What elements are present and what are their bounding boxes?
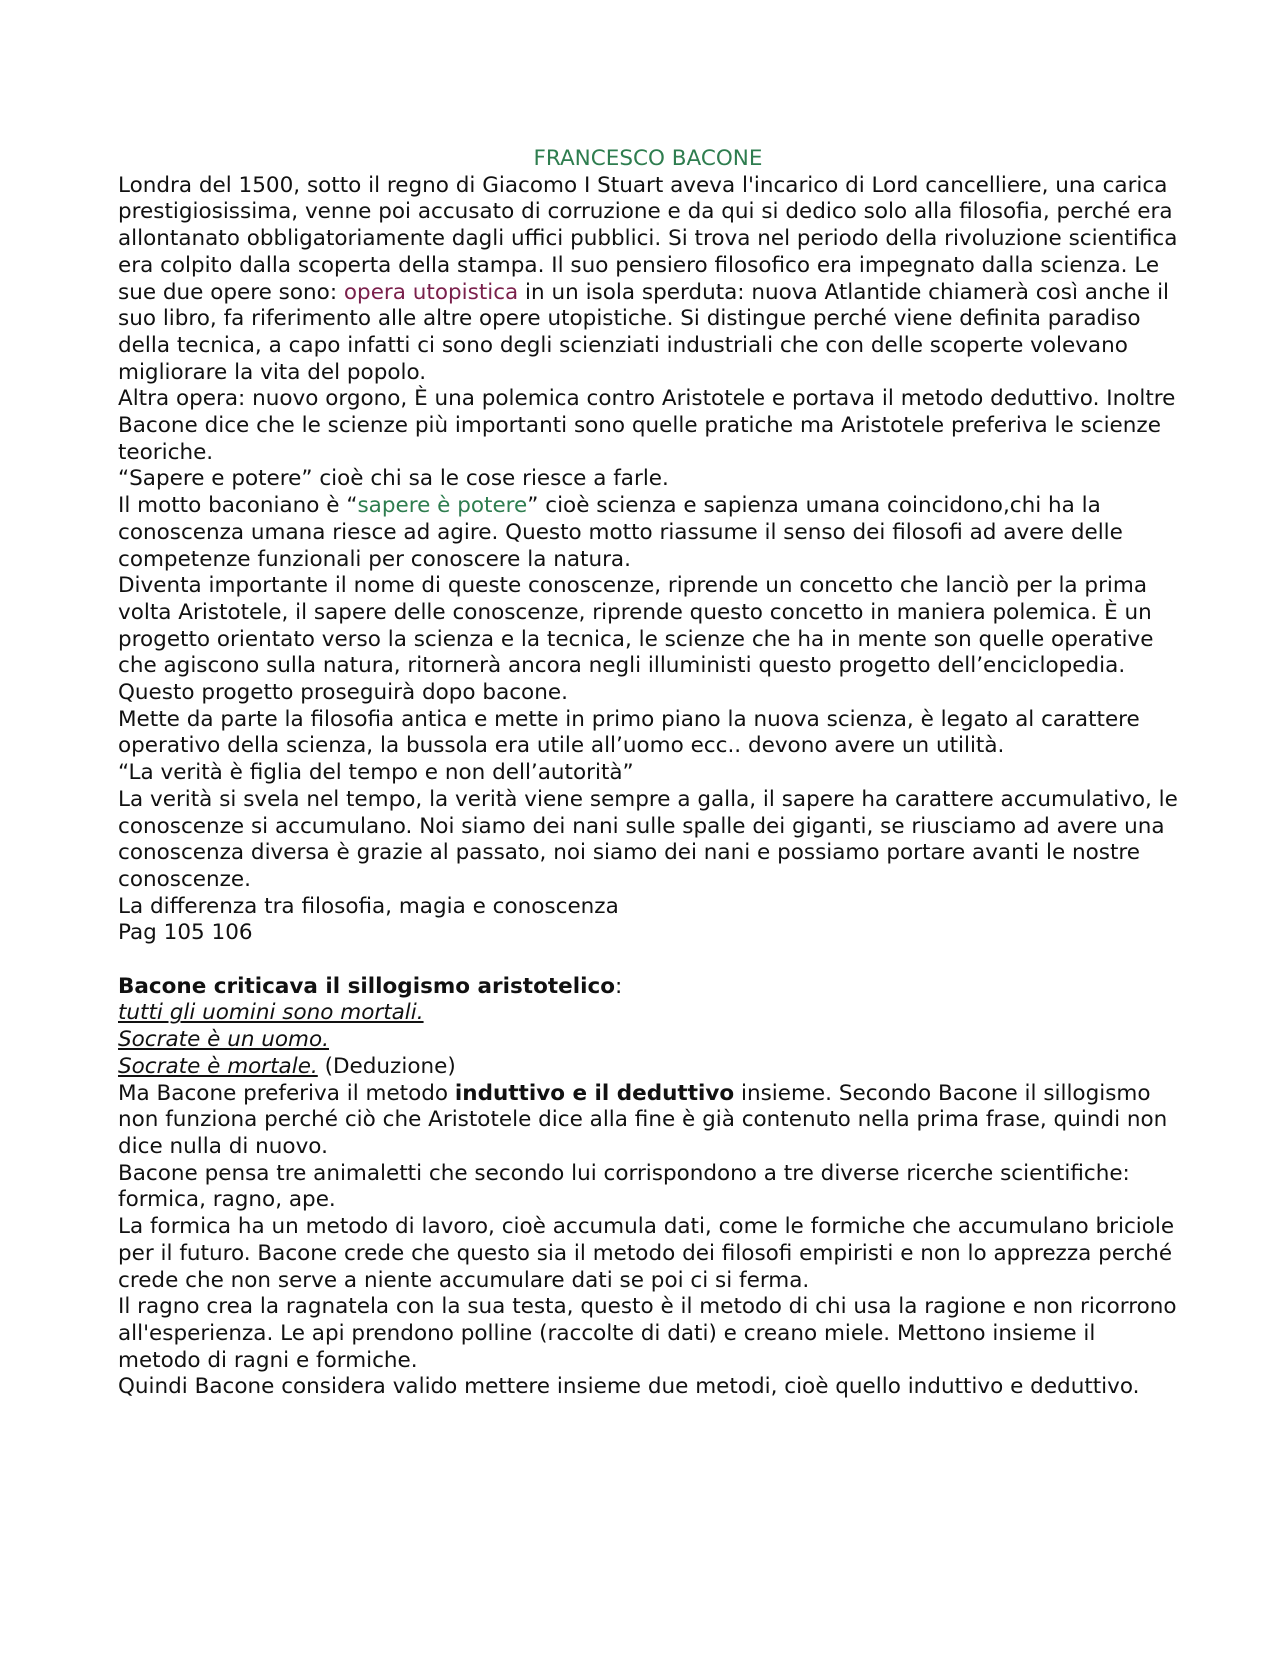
paragraph-motto-text-2: ” cioè scienza e sapienza umana coincidono,chi ha la conoscenza umana riesce ad agire. Questo motto riassume il senso dei filosofi ad avere delle competenze funzionali per conoscere la natura.	[118, 493, 1123, 572]
highlight-opera-utopistica: opera utopistica	[343, 279, 519, 305]
syllogism-premise-major: tutti gli uomini sono mortali.	[118, 1000, 424, 1026]
paragraph-metodo-text-2: insieme. Secondo Bacone il sillogismo non funziona perché ciò che Aristotele dice alla fine è già contenuto nella prima frase, quindi non dice nulla di nuovo.	[118, 1080, 1168, 1159]
paragraph-intro-text-2: in un isola sperduta: nuova Atlantide chiamerà così anche il suo libro, fa riferimento alle altre opere utopistiche. Si distingue perché viene definita paradiso della tecnica, a capo infatti ci sono degli scienziati industriali che con delle scoperte volevano migliorare la vita del popolo.	[118, 279, 1170, 385]
paragraph-formica: La formica ha un metodo di lavoro, cioè accumula dati, come le formiche che accumulano briciole per il futuro. Bacone crede che questo sia il metodo dei filosofi empiristi e non lo apprezza perché crede che non serve a niente accumulare dati se poi ci si ferma.	[118, 1214, 1175, 1293]
document-title: FRANCESCO BACONE	[533, 146, 763, 171]
paragraph-motto	[118, 493, 1178, 573]
syllogism-heading-text: Bacone criticava il sillogismo aristotelico	[118, 973, 615, 999]
document-page	[118, 146, 1178, 1401]
paragraph-conclusione: Quindi Bacone considera valido mettere insieme due metodi, cioè quello induttivo e deduttivo.	[118, 1374, 1140, 1400]
paragraph-nuova-scienza: Mette da parte la filosofia antica e mette in primo piano la nuova scienza, è legato al carattere operativo della scienza, la bussola era utile all’uomo ecc.. devono avere un utilità.	[118, 706, 1140, 759]
page-reference: Pag 105 106	[118, 920, 253, 946]
paragraph-metodo-text-1: Ma Bacone preferiva il metodo	[118, 1080, 455, 1106]
paragraph-verita-tempo: La verità si svela nel tempo, la verità viene sempre a galla, il sapere ha carattere accumulativo, le conoscenze si accumulano. Noi siamo dei nani sulle spalle dei giganti, se riusciamo ad avere una conoscenza diversa è grazie al passato, noi siamo dei nani e possiamo portare avanti le nostre conoscenze.	[118, 786, 1178, 892]
syllogism-note: (Deduzione)	[317, 1053, 456, 1079]
syllogism-heading-colon: :	[614, 973, 623, 999]
syllogism-heading	[118, 974, 1178, 1001]
syllogism-conclusion: Socrate è mortale.	[118, 1053, 318, 1079]
syllogism-line-3	[118, 1054, 1178, 1081]
paragraph-differenza: La differenza tra filosofia, magia e conoscenza	[118, 893, 619, 919]
blank-line	[118, 947, 1178, 974]
paragraph-enciclopedia: Diventa importante il nome di queste conoscenze, riprende un concetto che lanciò per la prima volta Aristotele, il sapere delle conoscenze, riprende questo concetto in maniera polemica. È un progetto orientato verso la scienza e la tecnica, le scienze che ha in mente son quelle operative che agiscono sulla natura, ritornerà ancora negli illuministi questo progetto dell’enciclopedia. Questo progetto proseguirà dopo bacone.	[118, 573, 1154, 706]
paragraph-nuovo-organo: Altra opera: nuovo orgono, È una polemica contro Aristotele e portava il metodo deduttivo. Inoltre Bacone dice che le scienze più importanti sono quelle pratiche ma Aristotele preferiva le scienze teoriche.	[118, 386, 1176, 465]
paragraph-metodo	[118, 1081, 1178, 1161]
syllogism-line-1	[118, 1000, 1178, 1027]
bold-induttivo-deduttivo: induttivo e il deduttivo	[454, 1080, 735, 1106]
syllogism-premise-minor: Socrate è un uomo.	[118, 1027, 329, 1053]
paragraph-sapere-potere: “Sapere e potere” cioè chi sa le cose riesce a farle.	[118, 466, 669, 492]
paragraph-animaletti: Bacone pensa tre animaletti che secondo lui corrispondono a tre diverse ricerche scientifiche: formica, ragno, ape.	[118, 1160, 1130, 1213]
paragraph-intro-text-1: Londra del 1500, sotto il regno di Giacomo I Stuart aveva l'incarico di Lord cancelliere, una carica prestigiosissima, venne poi accusato di corruzione e da qui si dedico solo alla filosofia, perché era allontanato obbligatoriamente dagli uffici pubblici. Si trova nel periodo della rivoluzione scientifica era colpito dalla scoperta della stampa. Il suo pensiero filosofico era impegnato dalla scienza. Le sue due opere sono:	[118, 172, 1178, 305]
paragraph-ragno-api: Il ragno crea la ragnatela con la sua testa, questo è il metodo di chi usa la ragione e non ricorrono all'esperienza. Le api prendono polline (raccolte di dati) e creano miele. Mettono insieme il metodo di ragni e formiche.	[118, 1294, 1177, 1373]
paragraph-intro	[118, 173, 1178, 387]
paragraph-motto-text-1: Il motto baconiano è “	[118, 493, 358, 519]
syllogism-line-2	[118, 1027, 1178, 1054]
highlight-sapere-e-potere: sapere è potere	[357, 493, 528, 519]
paragraph-quote-verita: “La verità è figlia del tempo e non dell’autorità”	[118, 760, 634, 786]
